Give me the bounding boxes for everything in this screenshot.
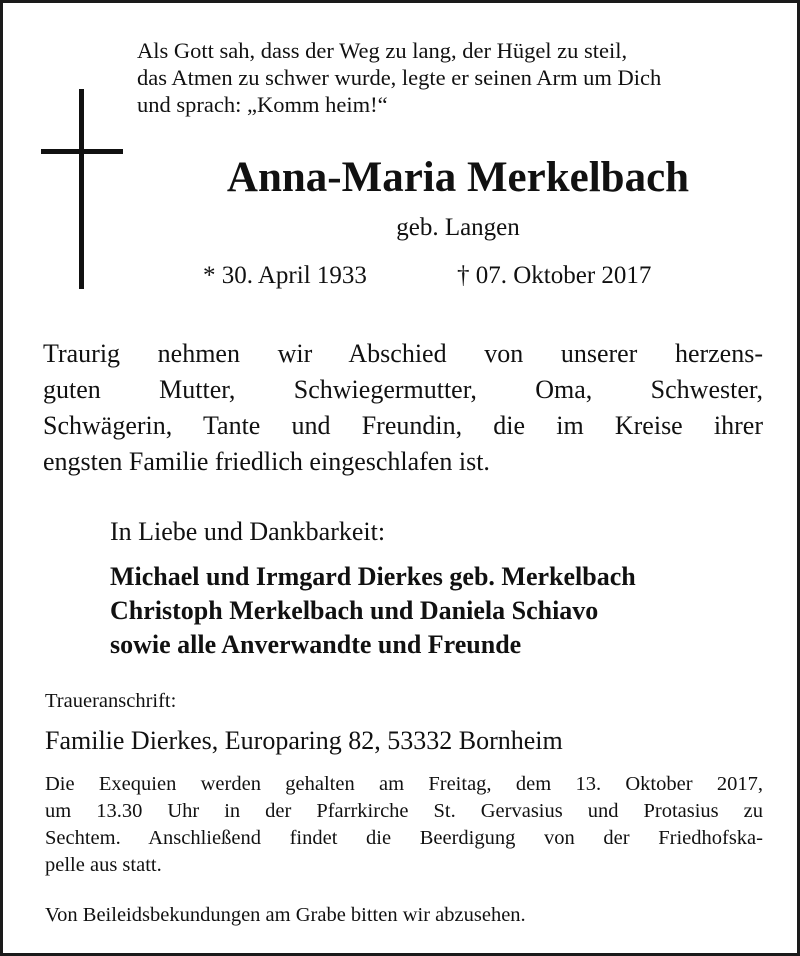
- mourners-intro: In Liebe und Dankbarkeit:: [110, 517, 386, 546]
- service-line: pelle aus statt.: [45, 854, 162, 876]
- motto-line: und sprach: „Komm heim!“: [137, 92, 388, 117]
- message-line: Schwägerin, Tante und Freundin, die im Kreise ihrer: [43, 411, 763, 440]
- service-line: um 13.30 Uhr in der Pfarrkirche St. Gervasius und Protasius zu: [45, 800, 763, 822]
- message-line: engsten Familie friedlich eingeschlafen ist.: [43, 447, 490, 476]
- message-line: Traurig nehmen wir Abschied von unserer herzens-: [43, 339, 763, 368]
- death-date: † 07. Oktober 2017: [457, 262, 652, 289]
- birth-name: geb. Langen: [396, 214, 520, 241]
- closing-note: Von Beileidsbekundungen am Grabe bitten wir abzusehen.: [45, 904, 526, 926]
- service-line: Sechtem. Anschließend findet die Beerdigung von der Friedhofska-: [45, 827, 763, 849]
- service-info: [45, 771, 763, 879]
- mourner-name: Christoph Merkelbach und Daniela Schiavo: [110, 596, 599, 625]
- address-label: Traueranschrift:: [45, 690, 177, 712]
- motto-line: das Atmen zu schwer wurde, legte er seinen Arm um Dich: [137, 65, 662, 90]
- deceased-name: Anna-Maria Merkelbach: [226, 154, 690, 201]
- birth-date: * 30. April 1933: [203, 262, 367, 289]
- service-line: Die Exequien werden gehalten am Freitag, dem 13. Oktober 2017,: [45, 773, 763, 795]
- motto-line: Als Gott sah, dass der Weg zu lang, der Hügel zu steil,: [137, 38, 628, 63]
- mourners-list: [110, 560, 636, 662]
- address-value: Familie Dierkes, Europaring 82, 53332 Bornheim: [45, 726, 563, 755]
- motto-verse: [137, 37, 787, 118]
- message-line: guten Mutter, Schwiegermutter, Oma, Schwester,: [43, 375, 763, 404]
- mourner-name: Michael und Irmgard Dierkes geb. Merkelbach: [110, 562, 636, 591]
- mourner-name: sowie alle Anverwandte und Freunde: [110, 630, 522, 659]
- farewell-message: [43, 336, 763, 480]
